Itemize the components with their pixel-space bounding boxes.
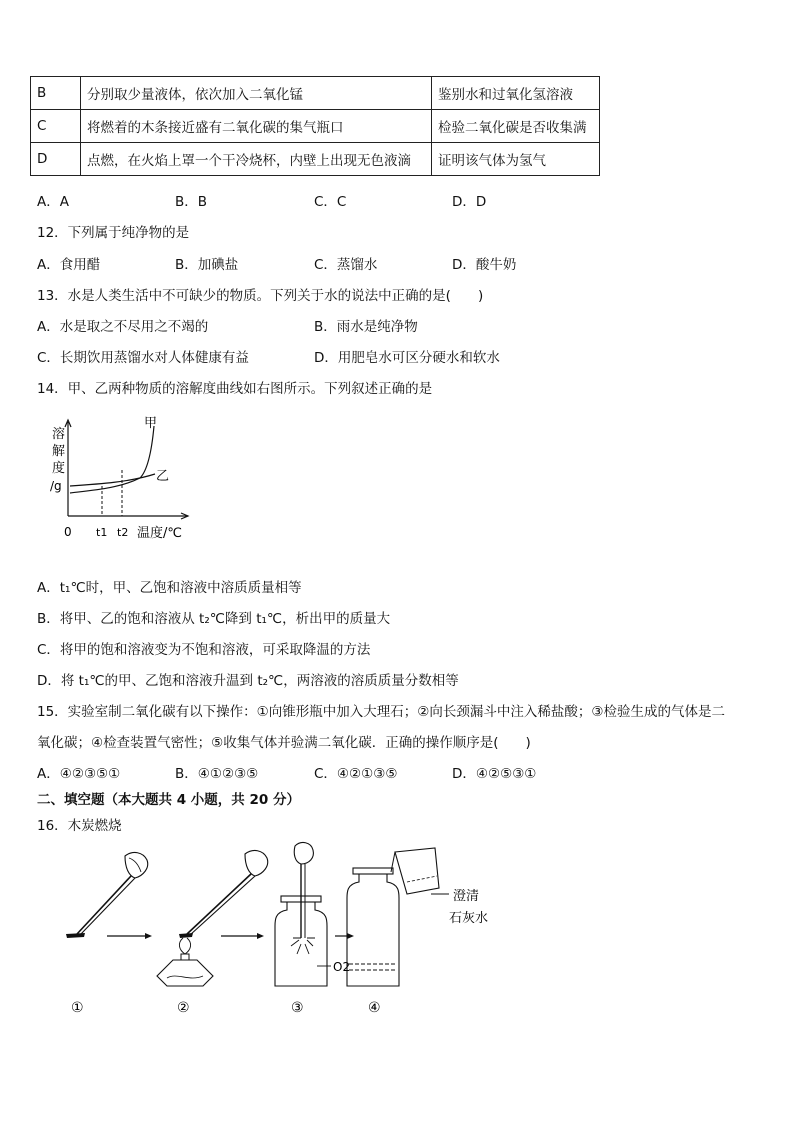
table-cell-action: 将燃着的木条接近盛有二氧化碳的集气瓶口 [81, 110, 432, 143]
step1-tongs-illustration [66, 853, 148, 938]
q12-choice-d[interactable]: D．酸牛奶 [452, 257, 517, 273]
q14-choice-c[interactable]: C．将甲的饱和溶液变为不饱和溶液，可采取降温的方法 [37, 642, 371, 658]
table-cell-purpose: 检验二氧化碳是否收集满 [432, 110, 600, 143]
q13-choice-d[interactable]: D．用肥皂水可区分硬水和软水 [314, 350, 500, 366]
q11-choice-c[interactable]: C．C [314, 194, 347, 210]
q15-choice-b[interactable]: B．④①②③⑤ [175, 766, 259, 782]
q14-stem: 14．甲、乙两种物质的溶解度曲线如右图所示。下列叙述正确的是 [37, 381, 433, 397]
y-axis-label-2: 解 [52, 444, 66, 459]
table-row [31, 143, 600, 176]
limewater-label-line2: 石灰水 [449, 911, 489, 926]
q12-choice-a[interactable]: A．食用醋 [37, 257, 101, 273]
step3-oxygen-jar-illustration [275, 843, 331, 986]
table-cell-action: 点燃，在火焰上罩一个干冷烧杯，内壁上出现无色液滴 [81, 143, 432, 176]
charcoal-combustion-figure [55, 838, 515, 1018]
solubility-graph [40, 408, 200, 548]
table-row [31, 77, 600, 110]
table-cell-purpose: 鉴别水和过氧化氢溶液 [432, 77, 600, 110]
q11-choice-d[interactable]: D．D [452, 194, 487, 210]
o2-label: O2 [333, 960, 351, 974]
t2-label: t2 [117, 526, 129, 539]
q12-stem: 12．下列属于纯净物的是 [37, 225, 190, 241]
section-title: 二、填空题（本大题共 4 小题，共 20 分） [37, 792, 300, 808]
step2-alcohol-lamp-illustration [157, 851, 268, 986]
t1-label: t1 [96, 526, 108, 539]
x-axis-label: 温度/℃ [137, 526, 182, 541]
table-cell-action: 分别取少量液体，依次加入二氧化锰 [81, 77, 432, 110]
table-cell-purpose: 证明该气体为氢气 [432, 143, 600, 176]
table-cell-option: C [31, 110, 81, 143]
y-axis-label-3: 度 [52, 461, 66, 476]
q11-options-table [30, 76, 600, 176]
q15-stem-line2: 氧化碳；④检查装置气密性；⑤收集气体并验满二氧化碳．正确的操作顺序是( ) [37, 735, 531, 751]
step-number-1: ① [71, 1000, 84, 1016]
q11-choice-a[interactable]: A．A [37, 194, 69, 210]
table-cell-option: B [31, 77, 81, 110]
q14-choice-d[interactable]: D．将 t₁℃的甲、乙饱和溶液升温到 t₂℃，两溶液的溶质质量分数相等 [37, 673, 459, 689]
arrow-2-head [257, 933, 264, 939]
q15-choice-d[interactable]: D．④②⑤③① [452, 766, 537, 782]
q11-choice-b[interactable]: B．B [175, 194, 208, 210]
step-number-2: ② [177, 1000, 190, 1016]
q13-stem: 13．水是人类生活中不可缺少的物质。下列关于水的说法中正确的是( ) [37, 288, 484, 304]
q15-choice-c[interactable]: C．④②①③⑤ [314, 766, 398, 782]
origin-label: 0 [64, 525, 72, 539]
table-cell-option: D [31, 143, 81, 176]
arrow-1-head [145, 933, 152, 939]
step4-limewater-illustration [347, 848, 449, 986]
curve-yi-label: 乙 [156, 469, 170, 484]
q14-choice-a[interactable]: A．t₁℃时，甲、乙饱和溶液中溶质质量相等 [37, 580, 302, 596]
q13-choice-c[interactable]: C．长期饮用蒸馏水对人体健康有益 [37, 350, 249, 366]
step-number-4: ④ [368, 1000, 381, 1016]
q15-stem-line1: 15．实验室制二氧化碳有以下操作：①向锥形瓶中加入大理石；②向长颈漏斗中注入稀盐酸；③检验生成的气体是二 [37, 704, 725, 720]
q13-choice-a[interactable]: A．水是取之不尽用之不竭的 [37, 319, 209, 335]
q12-choice-b[interactable]: B．加碘盐 [175, 257, 239, 273]
q13-choice-b[interactable]: B．雨水是纯净物 [314, 319, 418, 335]
q16-stem: 16．木炭燃烧 [37, 818, 122, 834]
q15-choice-a[interactable]: A．④②③⑤① [37, 766, 121, 782]
q12-choice-c[interactable]: C．蒸馏水 [314, 257, 378, 273]
y-axis-label-1: 溶 [52, 427, 66, 442]
table-row [31, 110, 600, 143]
curve-jia-label: 甲 [144, 416, 158, 431]
y-axis-label-4: /g [50, 479, 62, 493]
limewater-label-line1: 澄清 [453, 889, 480, 904]
q14-choice-b[interactable]: B．将甲、乙的饱和溶液从 t₂℃降到 t₁℃，析出甲的质量大 [37, 611, 391, 627]
step-number-3: ③ [291, 1000, 304, 1016]
arrow-3-head [347, 933, 354, 939]
